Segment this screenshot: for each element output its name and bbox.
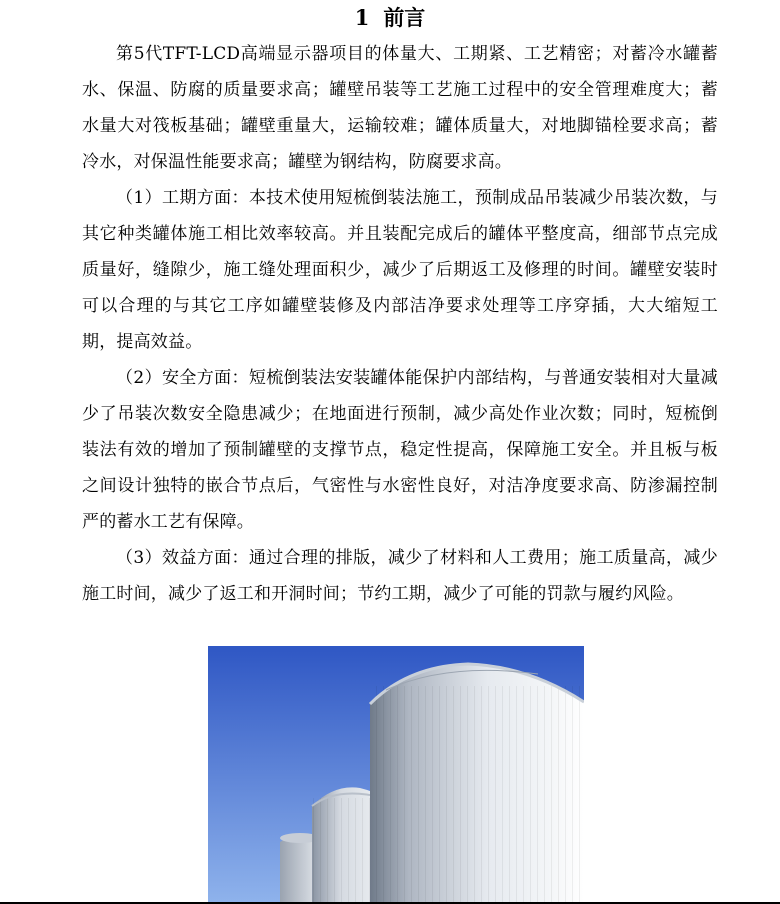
section-number: 1 <box>354 5 370 30</box>
paragraph-safety: （2）安全方面：短梳倒装法安装罐体能保护内部结构，与普通安装相对大量减少了吊装次数安全隐患减少；在地面进行预制，减少高处作业次数；同时，短梳倒装法有效的增加了预制罐壁的支撑节点，稳定性提高，保障施工安全。并且板与板之间设计独特的嵌合节点后，气密性与水密性良好，对洁净度要求高、防渗漏控制严的蓄水工艺有保障。 <box>82 368 718 532</box>
section-heading <box>0 4 780 32</box>
paragraph-benefit: （3）效益方面：通过合理的排版，减少了材料和人工费用；施工质量高，减少施工时间，减少了返工和开洞时间；节约工期，减少了可能的罚款与履约风险。 <box>82 548 718 604</box>
paragraph-intro: 第5代TFT-LCD高端显示器项目的体量大、工期紧、工艺精密；对蓄冷水罐蓄水、保温、防腐的质量要求高；罐壁吊装等工艺施工过程中的安全管理难度大；蓄水量大对筏板基础；罐壁重量大，运输较难；罐体质量大，对地脚锚栓要求高；蓄冷水，对保温性能要求高；罐壁为钢结构，防腐要求高。 <box>82 44 718 172</box>
storage-tanks-photo <box>208 646 584 904</box>
section-title: 前言 <box>383 5 426 30</box>
body-text <box>82 36 718 612</box>
tank-main <box>370 664 584 904</box>
paragraph-schedule: （1）工期方面：本技术使用短梳倒装法施工，预制成品吊装减少吊装次数，与其它种类罐体施工相比效率较高。并且装配完成后的罐体平整度高，细部节点完成质量好，缝隙少，施工缝处理面积少，减少了后期返工及修理的时间。罐壁安装时可以合理的与其它工序如罐壁装修及内部洁净要求处理等工序穿插，大大缩短工期，提高效益。 <box>82 188 718 352</box>
